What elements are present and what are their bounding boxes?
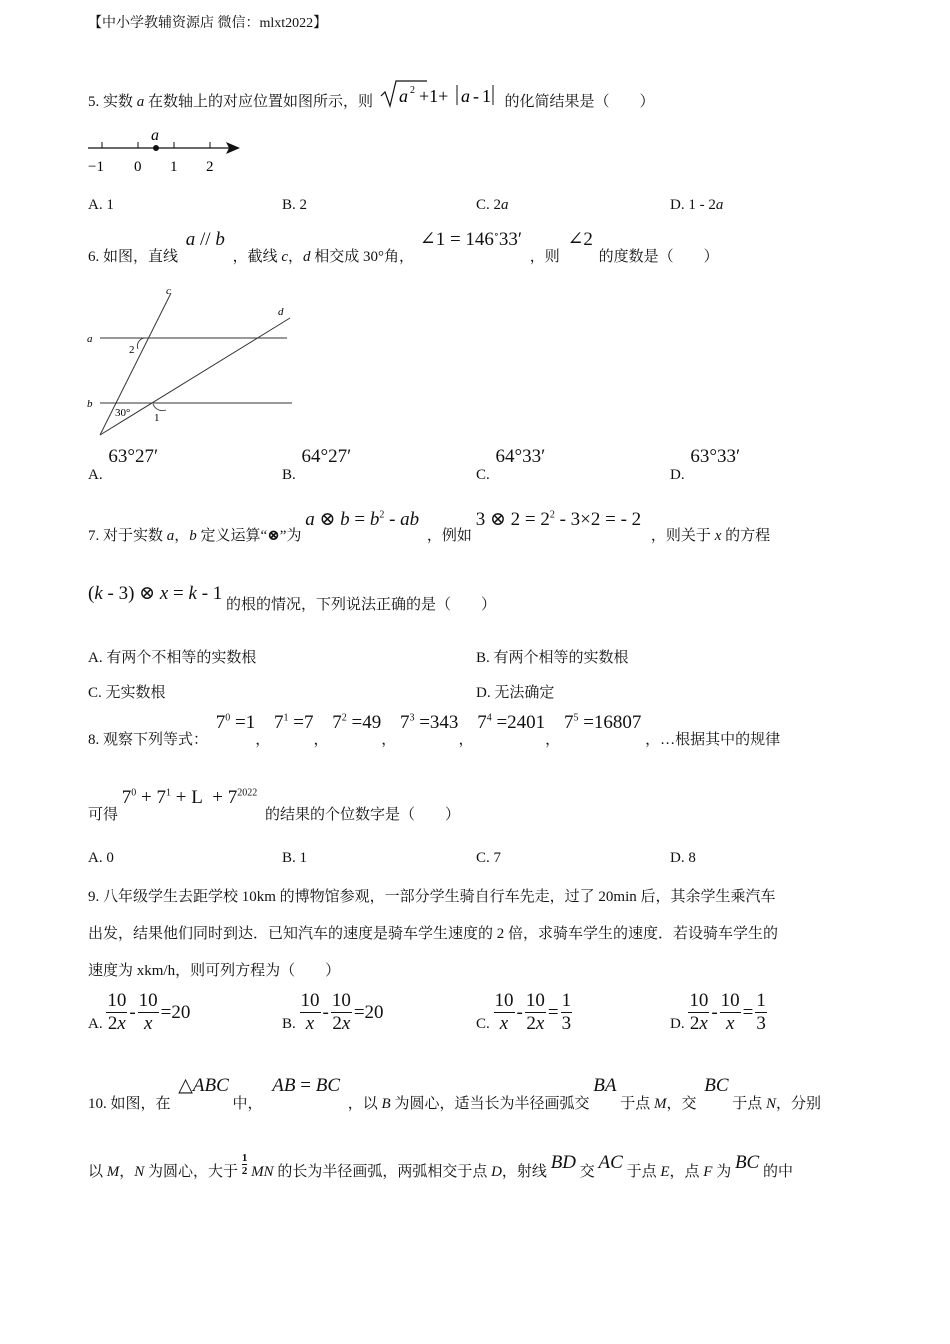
q7-option-b: B. 有两个相等的实数根 — [476, 650, 629, 666]
q6-text-mid: ，截线 c，d 相交成 30°角， — [232, 249, 415, 265]
svg-text:2: 2 — [409, 85, 415, 96]
q6-option-d: D. 63°33′ — [670, 446, 741, 483]
q6-option-c-value: 64°33′ — [495, 446, 546, 467]
q5-option-c: C. 2a — [476, 197, 509, 213]
q6-angle2: ∠2 — [567, 229, 593, 250]
q7-definition: a ⊗ $b = b^2$ - ab — [305, 509, 420, 530]
header-banner: 【中小学教辅资源店 微信：mlxt2022】 — [88, 16, 328, 31]
q8-option-a: A. 0 — [88, 850, 114, 866]
q6-option-b: B. 64°27′ — [282, 446, 352, 483]
q7-option-a: A. 有两个不相等的实数根 — [88, 650, 257, 666]
q9-a-frac2: $\frac{10}{x}$ — [138, 990, 158, 1034]
q5-option-b: B. 2 — [282, 197, 308, 213]
q8-stem: 8. 观察下列等式： $7^0 =1$， $7^1 =7$， $7^2 =49$， $7^3 =343$， $7^4 =2401$， $7^5 =16807$ ，…根据其中的规律 — [88, 712, 781, 748]
q10-ac: AC — [598, 1152, 623, 1173]
q6-label-c: c — [166, 285, 171, 297]
q5-number-line — [84, 126, 244, 178]
q9-d-frac3: $\frac{1}{3}$ — [756, 990, 766, 1034]
q9-c-frac3: $\frac{1}{3}$ — [561, 990, 572, 1034]
q8-eq-5: $7^5 =16807$ — [563, 712, 642, 733]
q6-label-a: a — [87, 333, 93, 345]
q6-text-mid2: ，则 — [529, 249, 560, 265]
q6-label-angle2: 2 — [129, 344, 135, 356]
q6-text-pre: 6. 如图，直线 — [88, 249, 179, 265]
q6-label-30: 30° — [115, 407, 131, 419]
q9-line-2: 出发，结果他们同时到达．已知汽车的速度是骑车学生速度的 2 倍，求骑车学生的速度．若设骑车学生的 — [88, 926, 779, 942]
svg-text:a: a — [398, 86, 408, 106]
q7-text-pre: 7. 对于实数 a，b 定义运算“⊗”为 — [88, 528, 302, 544]
q10-bc-2: BC — [734, 1152, 760, 1173]
q8-option-c: C. 7 — [476, 850, 502, 866]
q5-sqrt-expression — [379, 78, 497, 110]
q8-eq-1: $7^1 =7$ — [274, 712, 314, 733]
q10-bd: BD — [550, 1152, 577, 1173]
q5-tick-1: 1 — [170, 159, 178, 175]
q10-triangle: △ABC — [178, 1075, 229, 1096]
q6-option-a-value: 63°27′ — [108, 446, 159, 467]
q6-angle1: ∠1 = 146∘33′ — [419, 229, 522, 250]
q9-b-frac1: $\frac{10}{x}$ — [300, 990, 320, 1034]
q5-point-label: a — [151, 127, 159, 144]
q5-text-pre: 5. 实数 a 在数轴上的对应位置如图所示，则 — [88, 94, 374, 110]
q6-option-b-value: 64°27′ — [301, 446, 352, 467]
q10-line-1: 10. 如图，在 △ABC 中， AB = BC ，以 B 为圆心，适当长为半径画弧交 BA 于点 M，交 BC 于点 N，分别 — [88, 1075, 822, 1112]
q10-bc: BC — [704, 1075, 729, 1096]
q7-text-post: ，则关于 x 的方程 — [650, 528, 771, 544]
q9-d-frac2: $\frac{10}{x}$ — [720, 990, 740, 1034]
q8-text-post: ，…根据其中的规律 — [645, 732, 781, 748]
q5-tick-0: 0 — [134, 159, 142, 175]
q9-d-frac1: $\frac{10}{2x}$ — [689, 990, 709, 1034]
svg-text:1: 1 — [481, 86, 491, 106]
q7-option-d: D. 无法确定 — [476, 685, 555, 701]
q8-text-pre: 8. 观察下列等式： — [88, 732, 209, 748]
q8-eq-3: $7^3 =343$ — [399, 712, 459, 733]
q7-example: 3 ⊗ $2 = 2^2 - 3\times 2$ = - 2 — [475, 509, 642, 530]
svg-text:-: - — [472, 86, 479, 106]
svg-text:a: a — [460, 86, 470, 106]
q8-eq-4: $7^4 =2401$ — [477, 712, 546, 733]
q6-option-c: C. 64°33′ — [476, 446, 546, 483]
q5-expression — [379, 78, 497, 115]
q6-figure — [82, 282, 302, 442]
q9-option-c: C. $\frac{10}{x}$ - $\frac{10}{2x}$ = $\frac{1}{3}$ — [476, 990, 572, 1034]
q10-line-2: 以 M，N 为圆心，大于 $\frac{1}{2}$ MN 的长为半径画弧，两弧相交于点 D，射线 BD 交 AC 于点 E，点 F 为 BC 的中 — [88, 1152, 793, 1180]
q5-option-d: D. 1 - 2a — [670, 197, 724, 213]
q7-stem — [88, 508, 771, 544]
q9-option-d: D. $\frac{10}{2x}$ - $\frac{10}{x}$ = $\frac{1}{3}$ — [670, 990, 766, 1034]
q6-label-angle1: 1 — [154, 412, 160, 424]
q8-text2-pre: 可得 — [88, 807, 119, 823]
q10-half: $\frac{1}{2}$ — [241, 1152, 248, 1178]
q6-label-b: b — [87, 398, 93, 410]
q9-option-a: A. $\frac{10}{2x}$ - $\frac{10}{x}$ =20 — [88, 990, 191, 1034]
q8-sum: $7^0 + 7^1 + L + 7^{2022}$ — [121, 787, 258, 808]
q8-option-b: B. 1 — [282, 850, 308, 866]
q8-eq-0: $7^0 =1$ — [215, 712, 256, 733]
q6-option-d-value: 63°33′ — [690, 446, 741, 467]
q7-text-2: 的根的情况，下列说法正确的是（ ） — [226, 597, 497, 613]
q9-option-b: B. $\frac{10}{x}$ - $\frac{10}{2x}$ =20 — [282, 990, 384, 1034]
q5-tick-2: 2 — [206, 159, 214, 175]
q9-a-frac1: $\frac{10}{2x}$ — [107, 990, 127, 1034]
q8-stem-line2 — [88, 787, 461, 823]
q7-stem-line2 — [88, 582, 497, 613]
q9-c-frac1: $\frac{10}{x}$ — [494, 990, 514, 1034]
q9-line-1: 9. 八年级学生去距学校 10km 的博物馆参观，一部分学生骑自行车先走，过了 20min 后，其余学生乘汽车 — [88, 889, 776, 905]
q8-text2-post: 的结果的个位数字是（ ） — [265, 807, 461, 823]
q5-point-a — [153, 145, 159, 151]
q6-label-d: d — [278, 306, 284, 318]
q5-tick-neg1: −1 — [88, 159, 104, 175]
q5-stem — [88, 78, 655, 115]
q6-parallel: a // b — [185, 229, 225, 250]
q9-line-3: 速度为 xkm/h，则可列方程为（ ） — [88, 963, 341, 979]
q9-c-frac2: $\frac{10}{2x}$ — [525, 990, 545, 1034]
q7-text-mid: ，例如 — [426, 528, 472, 544]
svg-text:+1+: +1+ — [418, 86, 449, 106]
q7-equation: (k - 3) ⊗ x = k - 1 — [88, 583, 223, 604]
q7-option-c: C. 无实数根 — [88, 685, 166, 701]
q6-text-post: 的度数是（ ） — [598, 249, 719, 265]
q9-b-frac2: $\frac{10}{2x}$ — [331, 990, 351, 1034]
q6-option-a: A. 63°27′ — [88, 446, 159, 483]
q10-ba: BA — [593, 1075, 617, 1096]
q8-option-d: D. 8 — [670, 850, 696, 866]
q5-text-post: 的化简结果是（ ） — [504, 94, 655, 110]
q5-option-a: A. 1 — [88, 197, 114, 213]
q8-eq-2: $7^2 =49$ — [332, 712, 382, 733]
q10-ab-eq-bc: AB = BC — [272, 1075, 341, 1096]
q6-stem — [88, 228, 719, 265]
